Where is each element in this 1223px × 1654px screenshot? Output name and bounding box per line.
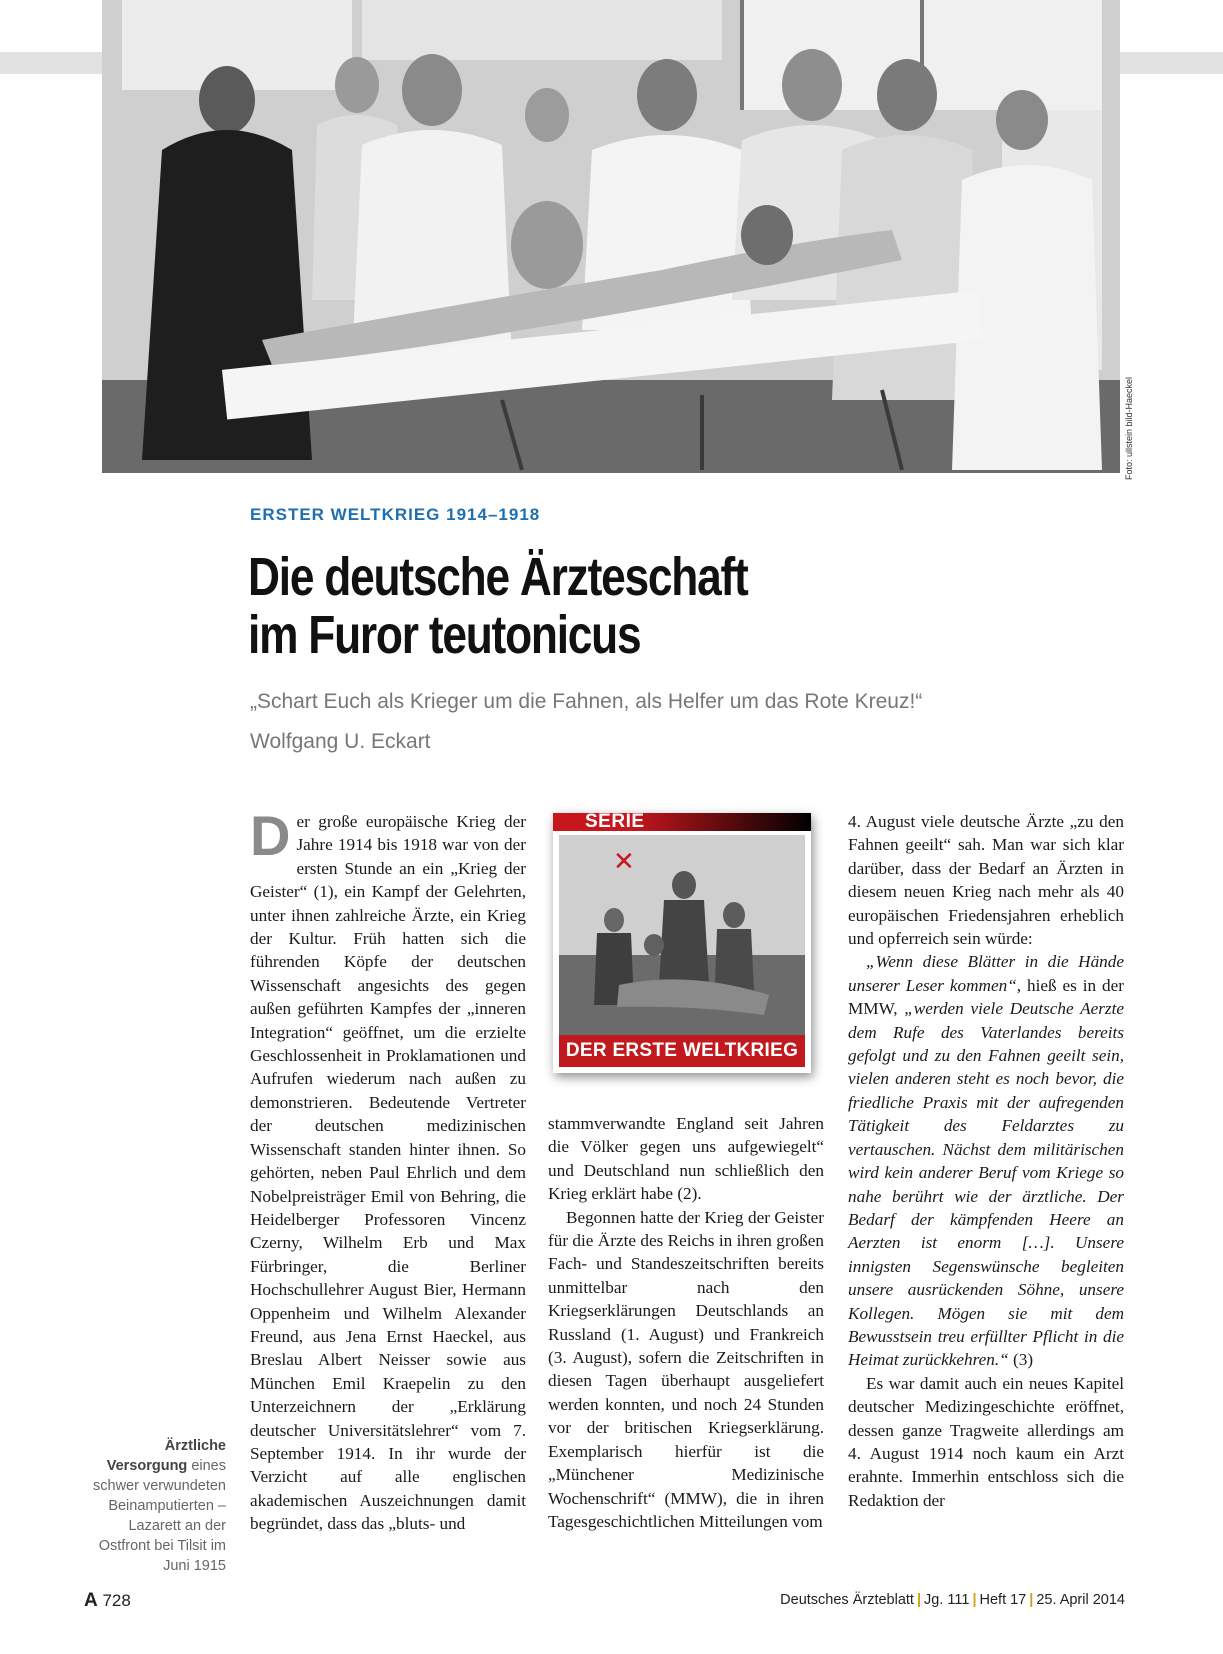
photo-caption: [84, 1436, 226, 1576]
series-photo: [559, 835, 805, 1035]
separator: |: [916, 1592, 922, 1608]
caption-text: eines schwer verwundeten Beinamputierten – Lazarett an der Ostfront bei Tilsit im Juni 1915: [93, 1458, 226, 1574]
text-column-2: [548, 1112, 824, 1533]
header-band-right: [1120, 52, 1223, 74]
paragraph: stammverwandte England seit Jahren die Völker gegen uns aufgewiegelt“ und Deutschland nun schließlich den Krieg erklärt habe (2).: [548, 1114, 824, 1204]
caption-lead: Ärztliche Versorgung: [106, 1438, 226, 1474]
paragraph: Begonnen hatte der Krieg der Geister für die Ärzte des Reichs in ihren großen Fach- und Standeszeitschriften bereits unmittelbar nach den Kriegserklärungen Deutschlands an Russland (1. August) und Frankreich (3. August), sofern die Zeitschriften in diesen Tagen überhaupt ausgeliefert werden konnten, und noch 24 Stunden vor der britischen Kriegserklärung. Exemplarisch hierfür ist die „Münchener Medizinische Wochenschrift“ (MMW), die in ihren Tagesgeschichtlichen Mitteilungen vom: [548, 1207, 824, 1531]
separator: |: [972, 1592, 977, 1608]
page-number: [84, 1590, 131, 1612]
photo-credit: Foto: ullstein bild-Haeckel: [1124, 376, 1134, 480]
text-column-1: [250, 804, 526, 1536]
journal-issue: Heft 17: [979, 1592, 1027, 1608]
article-author: Wolfgang U. Eckart: [250, 730, 431, 753]
header-band-left: [0, 52, 102, 74]
text-column-3: [848, 810, 1124, 1512]
quote-text: „Wenn diese Blätter in die Hände unserer Leser kommen“,: [848, 952, 1124, 995]
separator: |: [1029, 1592, 1034, 1608]
article-kicker: ERSTER WELTKRIEG 1914–1918: [250, 505, 541, 524]
journal-name: Deutsches Ärzteblatt: [780, 1592, 914, 1608]
journal-footer: [780, 1592, 1125, 1608]
series-photo-illustration: [559, 835, 805, 1035]
hero-photo-illustration: [102, 0, 1120, 473]
title-line-1: Die deutsche Ärzteschaft: [248, 547, 748, 607]
paragraph-text: er große europäische Krieg der Jahre 1914 bis 1918 war von der ersten Stunde an ein „Krieg der Geister“ (1), ein Kampf der Gelehrten, unter ihnen zahlreiche Ärzte, ein Krieg der Kultur. Früh hatten sich die führenden Köpfe der deutschen Wissenschaft angesichts des gegen außen geführten Kampfes der „inneren Integration“ geöffnet, um die erzielte Geschlossenheit in Proklamationen und Aufrufen wiederum nach außen zu demonstrieren. Bedeutende Vertreter der deutschen medizinischen Wissenschaft standen hinter ihnen. So gehörten, neben Paul Ehrlich und dem Nobelpreisträger Emil von Behring, die Heidelberger Professoren Vincenz Czerny, Wilhelm Erb und Max Fürbringer, die Berliner Hochschullehrer August Bier, Hermann Oppenheim und Wilhelm Alexander Freund, aus Jena Ernst Haeckel, aus Breslau Albert Neisser sowie aus München Emil Kraepelin zu den Unterzeichnern der „Erklärung deutscher Universitätslehrer“ vom 7. September 1914. In ihr wurde der Verzicht auf alle englischen akademischen Auszeichnungen damit begründet, dass das „bluts- und: [250, 812, 526, 1534]
series-banner: DER ERSTE WELTKRIEG: [559, 1035, 805, 1067]
series-teaser-box: [553, 813, 811, 1073]
paragraph: 4. August viele deutsche Ärzte „zu den Fahnen geeilt“ sah. Man war sich klar darüber, dass der Bedarf an Ärzten in diesem neuen Krieg nach mehr als 40 europäischen Friedensjahren erheblich und opferreich sein würde:: [848, 812, 1124, 949]
paragraph: [250, 804, 526, 1536]
red-cross-icon: ✕: [613, 847, 635, 877]
article-title: [248, 548, 986, 664]
title-line-2: im Furor teutonicus: [248, 605, 641, 665]
journal-volume: Jg. 111: [924, 1592, 970, 1608]
quote-connector: hieß es in der MMW,: [848, 975, 1124, 1019]
paragraph: Es war damit auch ein neues Kapitel deutscher Medizingeschichte eröffnet, dessen ganze Tragweite allerdings am 4. August 1914 noch kaum ein Arzt erahnte. Immerhin entschloss sich die Redaktion der: [848, 1373, 1124, 1510]
hero-photo: [102, 0, 1120, 473]
page-number-value: 728: [102, 1591, 131, 1610]
quote-text: „werden viele Deutsche Aerzte dem Rufe des Vaterlandes bereits gefolgt und zu den Fahnen geeilt sein, vielen anderen steht es noch bevor, die friedliche Praxis mit der aufregenden Tätigkeit des Feldarztes zu vertauschen. Nächst dem militärischen wird kein anderer Beruf vom Kriege so nahe berührt wie der ärztliche. Der Bedarf der kämpfenden Heere an Aerzten ist enorm […]. Unsere innigsten Segenswünsche begleiten unsere ausrückenden Söhne, unsere Kollegen. Mögen sie mit dem Bewusstsein treu erfüllter Pflicht in die Heimat zurückkehren.“: [848, 999, 1124, 1370]
journal-date: 25. April 2014: [1036, 1592, 1125, 1608]
series-label: SERIE: [585, 813, 645, 832]
quote-paragraph: [848, 950, 1124, 1371]
article-subtitle: „Schart Euch als Krieger um die Fahnen, als Helfer um das Rote Kreuz!“: [250, 690, 923, 713]
drop-cap: D: [250, 804, 291, 867]
section-letter: A: [84, 1590, 98, 1611]
citation-ref: (3): [1008, 1350, 1034, 1370]
